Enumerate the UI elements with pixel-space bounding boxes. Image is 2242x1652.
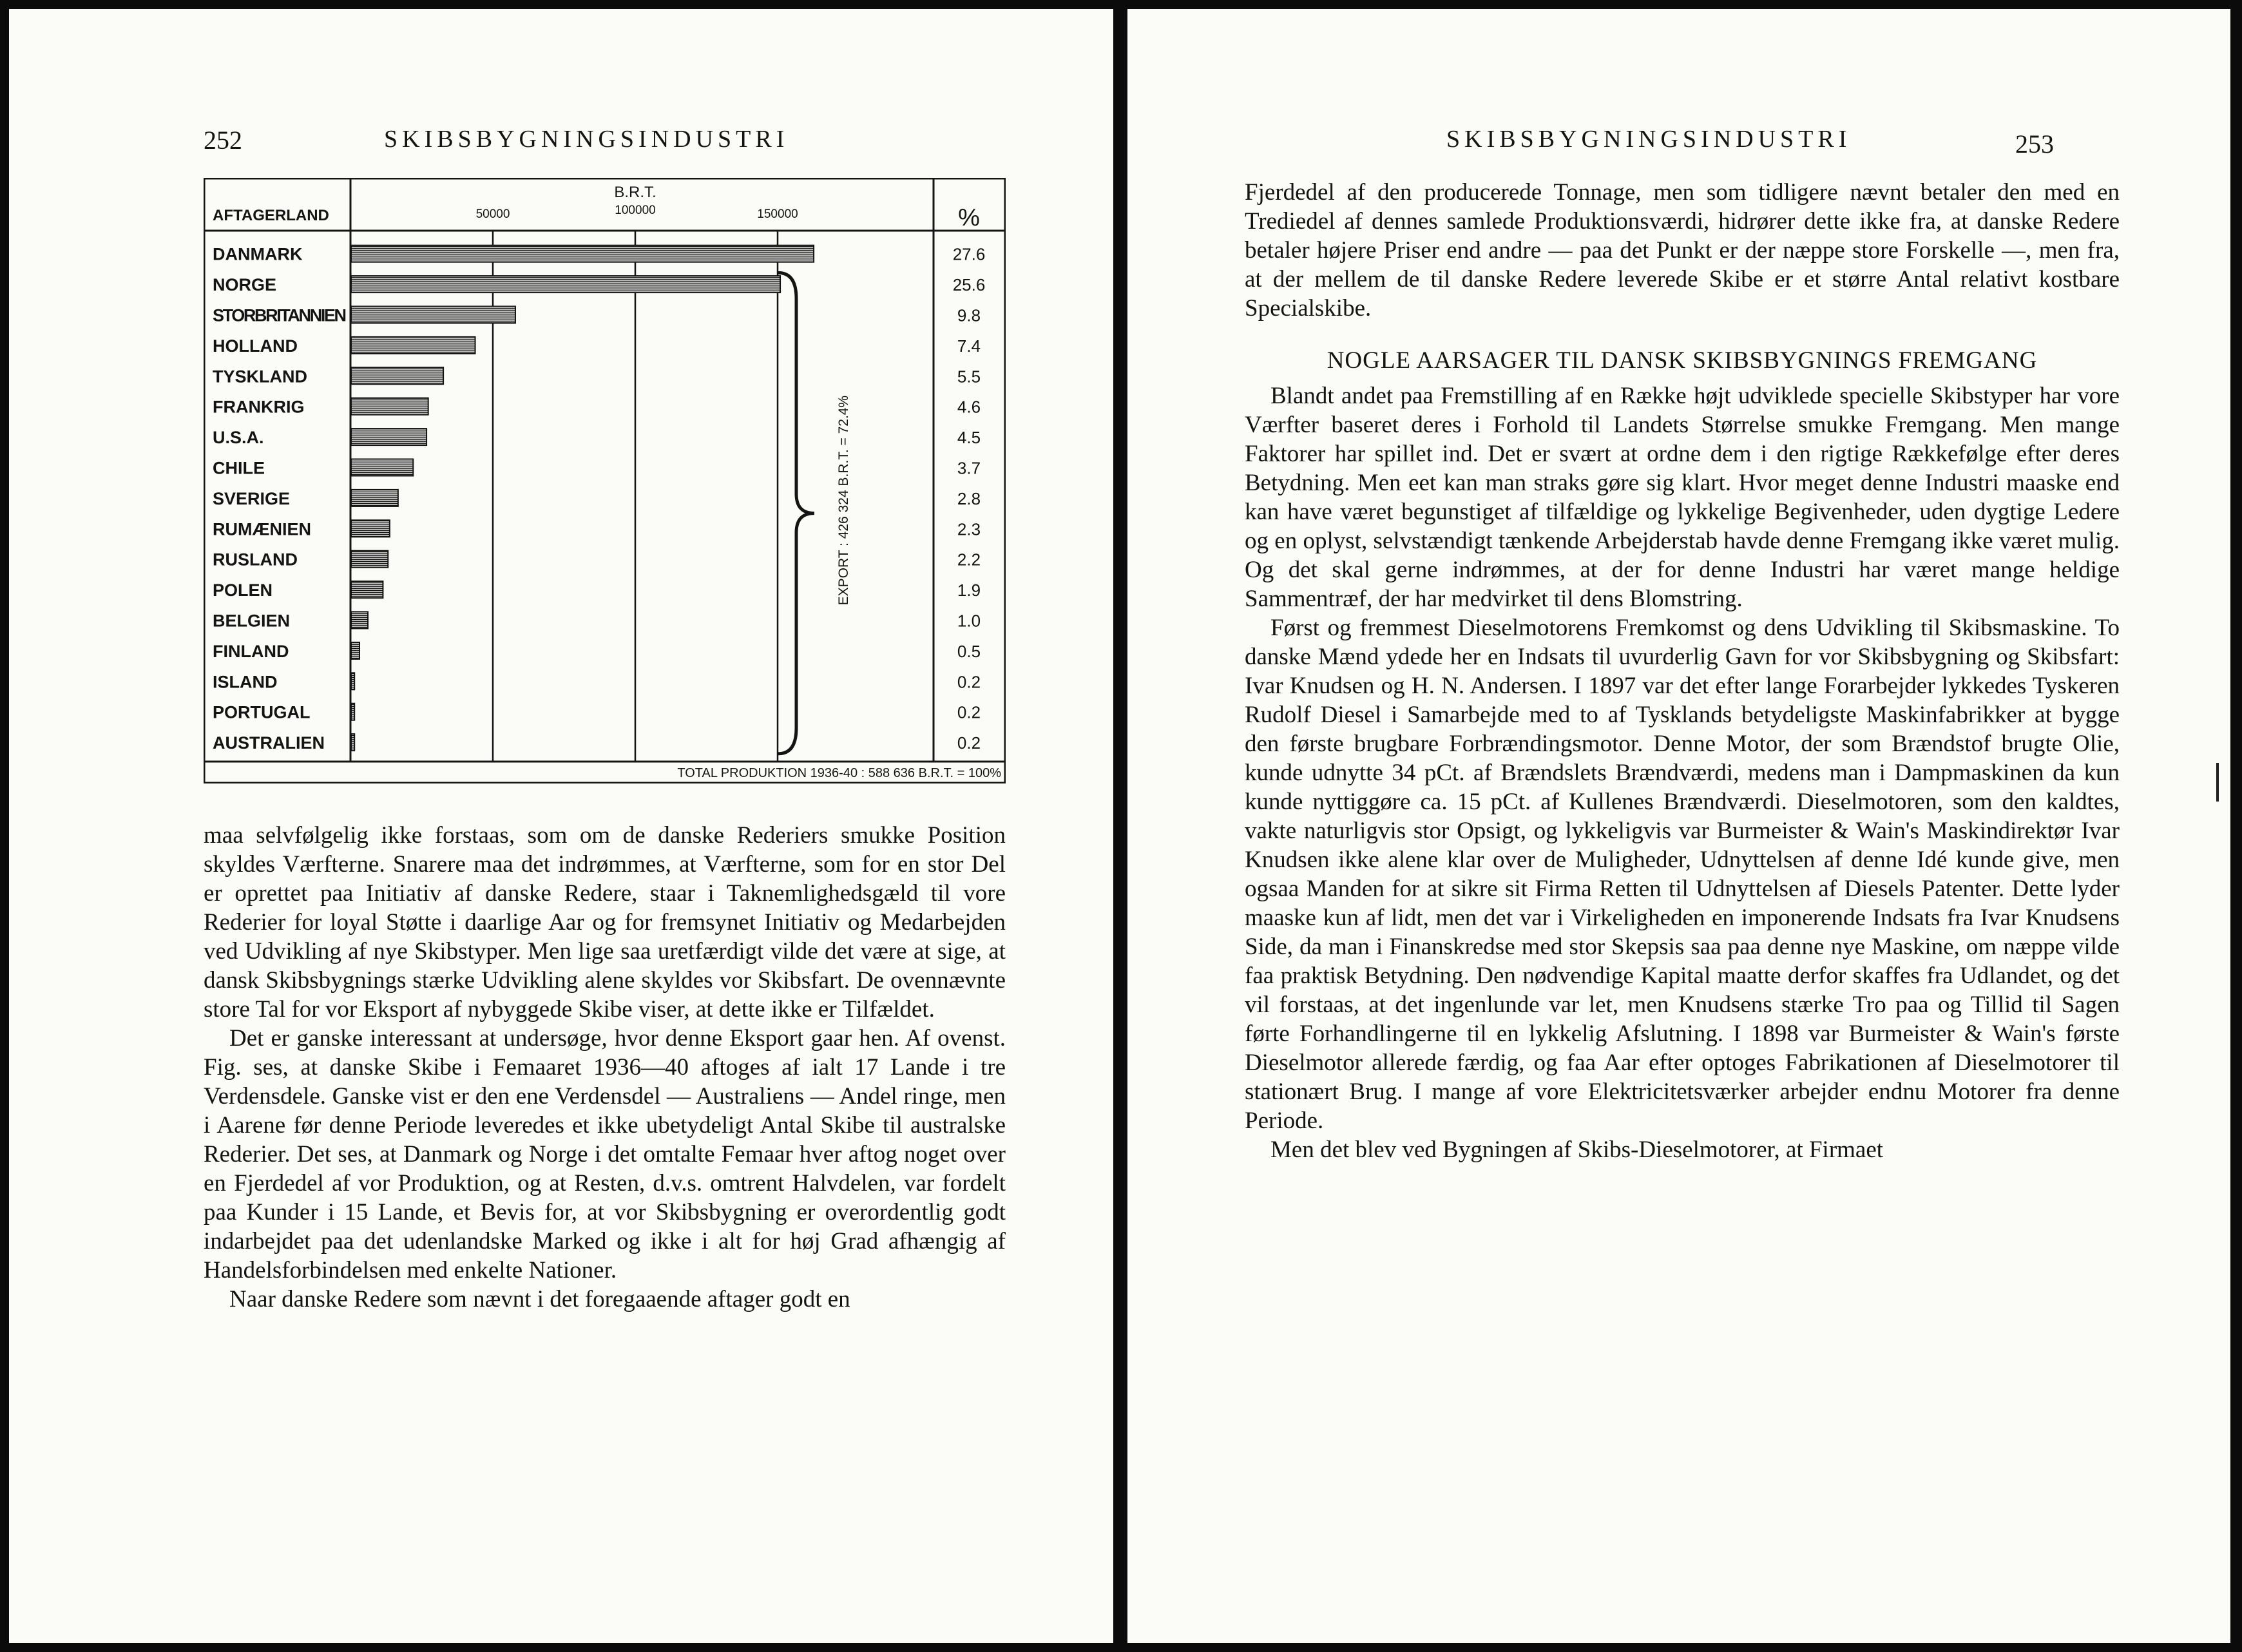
category-label: FINLAND bbox=[213, 641, 289, 661]
category-label: POLEN bbox=[213, 581, 273, 600]
bar bbox=[351, 551, 388, 568]
right-page bbox=[1127, 9, 2230, 1643]
percent-label: 2.3 bbox=[957, 519, 981, 539]
category-label: DANMARK bbox=[213, 244, 303, 264]
bar bbox=[351, 245, 814, 262]
percent-label: 25.6 bbox=[952, 275, 986, 295]
left-body-text bbox=[204, 821, 1006, 1314]
bracket-label: EXPORT : 426 324 B.R.T. = 72.4% bbox=[836, 395, 851, 606]
category-label: NORGE bbox=[213, 275, 277, 295]
paragraph: Blandt andet paa Fremstilling af en Række højt udviklede specielle Skibstyper har vore Værfter baseret deres i Forhold til Landets Størrelse smukke Fremgang. Men mange Faktorer har spillet ind. Det er svært at ordne dem i den rigtige Rækkefølge efter deres Betydning. Men eet kan man straks gøre sig klart. Hvor meget denne Industri maaske end kan have været begunstiget af tilfældige og lykkelige Begivenheder, uden dygtige Ledere og en oplyst, selvstændigt tænkende Arbejderstab havde denne Fremgang ikke været mulig. Og det skal gerne indrømmes, at der for denne Industri har været mange heldige Sammentræf, der har medvirket til dens Blomstring. bbox=[1245, 383, 2120, 612]
category-label: FRANKRIG bbox=[213, 397, 305, 417]
category-label: AUSTRALIEN bbox=[213, 733, 325, 753]
bar bbox=[351, 459, 413, 476]
percent-label: 0.2 bbox=[957, 733, 981, 753]
bracket bbox=[778, 273, 814, 753]
tick-label: 150000 bbox=[757, 207, 798, 221]
margin-mark bbox=[2216, 763, 2219, 802]
paragraph: Først og fremmest Dieselmotorens Fremkomst og dens Udvikling til Skibsmaskine. To danske Mænd ydede her en Indsats til uvurderlig Gavn for vor Skibsbygning og Skibsfart: Ivar Knudsen og H. N. Andersen. I 1897 var det efter lange Forarbejder lykkedes Tyskeren Rudolf Diesel i Samarbejde med to af Tysklands betydeligste Maskinfabrikker at bygge den første brugbare Forbrændingsmotor. Denne Motor, der som Brændstof brugte Olie, kunde udnytte 34 pCt. af Brændslets Brændværdi, medens man i Dampmaskinen da kun kunde nyttiggøre ca. 15 pCt. af Kullenes Brændværdi. Dieselmotoren, som den kaldtes, vakte naturligvis stor Opsigt, og lykkeligvis var Burmeister & Wain's Maskindirektør Ivar Knudsen ikke alene klar over de Muligheder, Udnyttelsen af denne Idé kunde give, men ogsaa Manden for at sikre sit Firma Retten til Udnyttelsen af Diesels Patenter. Dette lyder maaske kun af lidt, men det var i Virkeligheden en imponerende Indsats fra Ivar Knudsens Side, da man i Finanskredse med stor Skepsis saa paa denne nye Maskine, om næppe vilde faa praktisk Betydning. Den nødvendige Kapital maatte derfor skaffes fra Udlandet, og det vil forstaas, at det ingenlunde var let, men Knudsens stærke Tro paa og Tillid til Sagen førte Forhandlingerne til en lykkelig Afslutning. I 1898 var Burmeister & Wain's første Dieselmotor allerede færdig, og faa Aar efter optoges Fabrikationen af Dieselmotorer til stationært Brug. I mange af vore Elektricitetsværker arbejder endnu Motorer fra denne Periode. bbox=[1245, 615, 2120, 1134]
percent-label: 9.8 bbox=[957, 305, 981, 325]
percent-label: 1.9 bbox=[957, 581, 981, 600]
percent-label: 27.6 bbox=[952, 244, 986, 264]
category-label: U.S.A. bbox=[213, 428, 264, 448]
tick-label: 50000 bbox=[475, 207, 510, 221]
category-label: ISLAND bbox=[213, 672, 278, 692]
right-body-text bbox=[1245, 178, 2120, 1164]
percent-label: 0.5 bbox=[957, 641, 981, 661]
percent-label: 3.7 bbox=[957, 458, 981, 478]
percent-label: 1.0 bbox=[957, 611, 981, 631]
category-header: AFTAGERLAND bbox=[213, 207, 329, 224]
percent-header: % bbox=[958, 204, 980, 231]
bar bbox=[351, 581, 383, 598]
bar bbox=[351, 673, 354, 689]
bar bbox=[351, 704, 354, 720]
category-label: HOLLAND bbox=[213, 336, 298, 356]
category-label: STORBRITANNIEN bbox=[213, 305, 347, 325]
bar bbox=[351, 734, 354, 751]
section-heading: NOGLE AARSAGER TIL DANSK SKIBSBYGNINGS FREMGANG bbox=[1327, 347, 2038, 374]
category-label: TYSKLAND bbox=[213, 367, 307, 387]
export-bar-chart bbox=[204, 178, 1006, 783]
left-page bbox=[9, 9, 1113, 1643]
bar bbox=[351, 642, 359, 659]
paragraph: Det er ganske interessant at undersøge, hvor denne Eksport gaar hen. Af ovenst. Fig. ses, at danske Skibe i Femaaret 1936—40 aftoges af ialt 17 Lande i tre Verdensdele. Ganske vist er den ene Verdensdel — Australiens — Andel ringe, men i Aarene før denne Periode leveredes et ikke ubetydeligt Antal Skibe til australske Rederier. Det ses, at Danmark og Norge i det omtalte Femaar hver aftog noget over en Fjerdedel af vor Produktion, og at Resten, d.v.s. omtrent Halvdelen, var fordelt paa Kunder i 15 Lande, et Bevis for, at vor Skibsbygning er overordentlig godt indarbejdet paa det udenlandske Marked og ikke i alt for høj Grad afhængig af Handelsforbindelsen med enkelte Nationer. bbox=[204, 1025, 1006, 1283]
bar bbox=[351, 428, 426, 445]
paragraph: maa selvfølgelig ikke forstaas, som om de danske Rederiers smukke Position skyldes Værfterne. Snarere maa det indrømmes, at Værfterne, som for en stor Del er oprettet paa Initiativ af danske Redere, staar i Taknemlighedsgæld til vore Rederier for loyal Støtte i daarlige Aar og for fremsynet Initiativ og Medarbejden ved Udvikling af nye Skibstyper. Men lige saa uretfærdigt vilde det være at sige, at dansk Skibsbygnings stærke Udvikling alene skyldes vor Skibsfart. De ovennævnte store Tal for vor Eksport af nybyggede Skibe viser, at dette ikke er Tilfældet. bbox=[204, 822, 1006, 1023]
bar bbox=[351, 520, 390, 537]
paragraph: Men det blev ved Bygningen af Skibs-Dieselmotorer, at Firmaet bbox=[1270, 1137, 1884, 1163]
percent-label: 4.6 bbox=[957, 397, 981, 417]
chart-title: B.R.T. bbox=[614, 184, 656, 201]
percent-label: 0.2 bbox=[957, 702, 981, 722]
bar bbox=[351, 612, 368, 629]
page-number: 253 bbox=[2015, 130, 2054, 158]
category-label: CHILE bbox=[213, 458, 265, 478]
category-label: BELGIEN bbox=[213, 611, 291, 631]
percent-label: 4.5 bbox=[957, 428, 981, 448]
chart-canvas bbox=[204, 178, 1006, 783]
footer-text: TOTAL PRODUKTION 1936-40 : 588 636 B.R.T. = 100% bbox=[677, 766, 1001, 780]
category-label: RUMÆNIEN bbox=[213, 519, 311, 539]
chart-frame bbox=[204, 178, 1005, 783]
percent-label: 7.4 bbox=[957, 336, 981, 356]
bar bbox=[351, 367, 443, 384]
category-label: PORTUGAL bbox=[213, 702, 311, 722]
bar bbox=[351, 398, 428, 415]
percent-label: 2.2 bbox=[957, 550, 981, 570]
page-number: 252 bbox=[204, 126, 242, 155]
paragraph: Fjerdedel af den producerede Tonnage, men som tidligere nævnt betaler den med en Trediedel af dennes samlede Produktionsværdi, hidrører dette ikke fra, at danske Redere betaler højere Priser end andre — paa det Punkt er der næppe store Forskelle —, men fra, at der mellem de til danske Redere leverede Skibe er et større Antal relativt kostbare Specialskibe. bbox=[1245, 179, 2120, 322]
percent-label: 0.2 bbox=[957, 672, 981, 692]
bar bbox=[351, 337, 475, 354]
percent-label: 5.5 bbox=[957, 367, 981, 387]
category-label: RUSLAND bbox=[213, 550, 298, 570]
category-label: SVERIGE bbox=[213, 488, 291, 508]
paragraph: Naar danske Redere som nævnt i det foregaaende aftager godt en bbox=[229, 1286, 850, 1312]
bar bbox=[351, 276, 780, 293]
running-head: SKIBSBYGNINGSINDUSTRI bbox=[1446, 126, 1852, 153]
bar bbox=[351, 490, 398, 506]
tick-label: 100000 bbox=[615, 204, 656, 217]
percent-label: 2.8 bbox=[957, 488, 981, 508]
bar bbox=[351, 307, 515, 323]
running-head: SKIBSBYGNINGSINDUSTRI bbox=[384, 126, 789, 153]
